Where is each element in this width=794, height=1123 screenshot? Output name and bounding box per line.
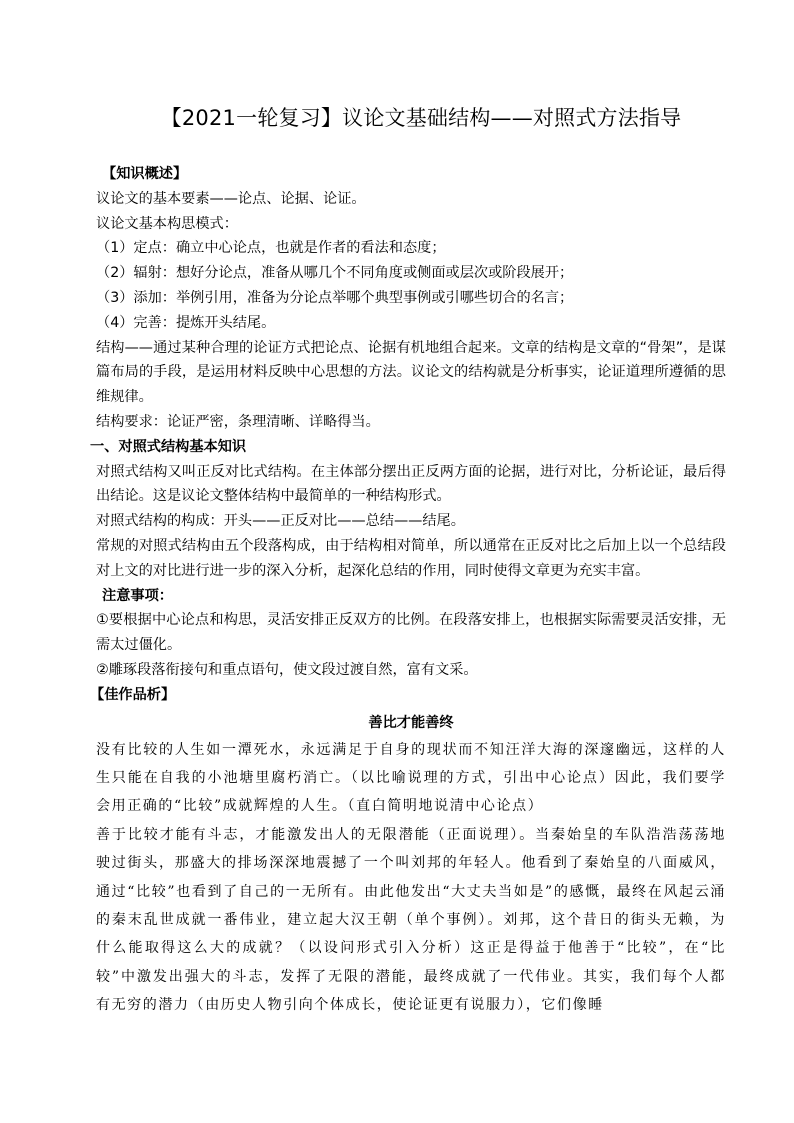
part1-paragraph: 对照式结构的构成：开头——正反对比——总结——结尾。 [96,513,465,530]
essay-paragraph: 没有比较的人生如一潭死水，永远满足于自身的现状而不知汪洋大海的深邃幽远，这样的人生只能在自我的小池塘里腐朽消亡。（以比喻说理的方式，引出中心论点）因此，我们要学会用正确的“比较”成就辉煌的人生。（直白简明地说清中心论点） [96,741,726,815]
notes-item: ①要根据中心论点和构思，灵活安排正反双方的比例。在段落安排上，也根据实际需要灵活安排，无需太过僵化。 [96,612,726,654]
essay-paragraph: 善于比较才能有斗志，才能激发出人的无限潜能（正面说理）。当秦始皇的车队浩浩荡荡地驶过街头，那盛大的排场深深地震撼了一个叫刘邦的年轻人。他看到了秦始皇的八面威风，通过“比较”也看到了自己的一无所有。由此他发出“大丈夫当如是”的感慨，最终在风起云涌的秦末乱世成就一番伟业，建立起大汉王朝（单个事例）。刘邦，这个昔日的街头无赖，为什么能取得这么大的成就？（以设问形式引入分析）这正是得益于他善于“比较”，在“比较”中激发出强大的斗志，发挥了无限的潜能，最终成就了一代伟业。其实，我们每个人都有无穷的潜力（由历史人物引向个体成长，使论证更有说服力），它们像睡 [96,826,726,1014]
notes-heading: 注意事项： [102,587,173,604]
appreciation-heading: 【佳作品析】 [90,686,176,703]
structure-paragraph: 结构——通过某种合理的论证方式把论点、论据有机地组合起来。文章的结构是文章的“骨架”，是谋篇布局的手段，是运用材料反映中心思想的方法。议论文的结构就是分析事实，论证道理所遵循的思维规律。 [96,339,726,406]
part1-paragraph: 常规的对照式结构由五个段落构成，由于结构相对简单，所以通常在正反对比之后加上以一个总结段对上文的对比进行进一步的深入分析，起深化总结的作用，同时使得文章更为充实丰富。 [96,537,726,579]
page-title: 【2021一轮复习】议论文基础结构——对照式方法指导 [160,106,682,130]
overview-heading: 【知识概述】 [102,166,188,182]
overview-line: （3）添加：举例引用，准备为分论点举哪个典型事例或引哪些切合的名言； [96,289,574,306]
overview-line: （4）完善：提炼开头结尾。 [96,314,276,331]
overview-line: 议论文的基本要素——论点、论据、论证。 [96,190,366,207]
overview-line: （2）辐射：想好分论点，准备从哪几个不同角度或侧面或层次或阶段展开； [96,265,574,282]
essay-title: 善比才能善终 [368,714,454,731]
document-body [90,162,726,1020]
part1-heading: 一、对照式结构基本知识 [90,438,247,455]
overview-line: 议论文基本构思模式： [96,215,238,232]
structure-requirement: 结构要求：论证严密，条理清晰、详略得当。 [96,413,380,430]
notes-item: ②雕琢段落衔接句和重点语句，使文段过渡自然，富有文采。 [96,661,478,678]
overview-line: （1）定点：确立中心论点，也就是作者的看法和态度； [96,240,446,257]
part1-paragraph: 对照式结构又叫正反对比式结构。在主体部分摆出正反两方面的论据，进行对比，分析论证，最后得出结论。这是议论文整体结构中最简单的一种结构形式。 [96,463,726,505]
